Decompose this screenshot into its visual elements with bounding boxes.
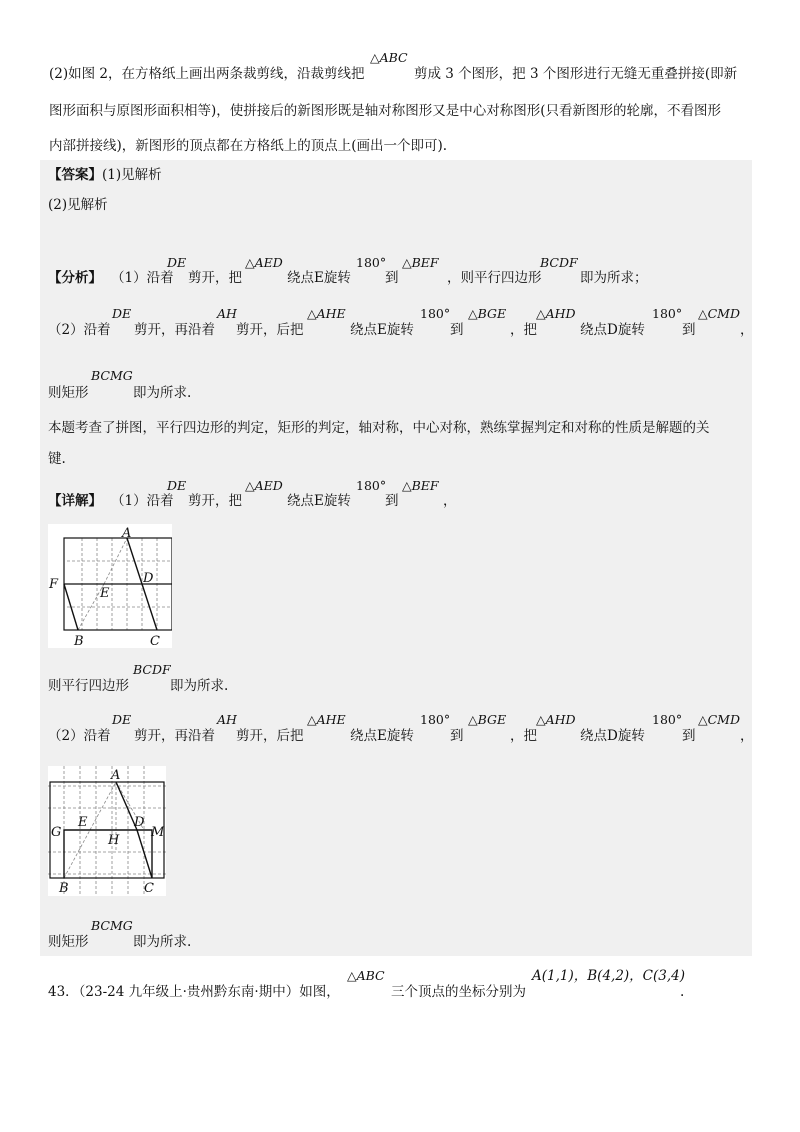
math-triangle-abc: △ABC — [347, 968, 385, 983]
label-d: D — [143, 571, 154, 586]
figure-2 — [48, 766, 166, 896]
label-m: M — [151, 825, 165, 840]
detail-text: ， — [443, 493, 457, 509]
analysis-text: 绕点D旋转 — [580, 322, 645, 338]
math-bcmg: BCMG — [91, 368, 133, 383]
analysis-text: （2）沿着 — [48, 322, 111, 338]
math-de: DE — [112, 712, 132, 727]
math-triangle-bef: △BEF — [402, 478, 439, 493]
math-180deg: 180° — [420, 306, 451, 321]
math-ah: AH — [217, 306, 237, 321]
detail-text: 即为所求. — [133, 934, 192, 950]
math-triangle-cmd: △CMD — [698, 712, 740, 727]
analysis-conclusion-line1: 本题考查了拼图，平行四边形的判定，矩形的判定，轴对称，中心对称，熟练掌握判定和对称的性质是解题的关 — [48, 420, 710, 436]
detail-text: （1）沿着 — [111, 493, 174, 509]
detail-text: 绕点E旋转 — [287, 493, 351, 509]
detail-text: 绕点D旋转 — [580, 728, 645, 744]
label-e: E — [78, 815, 88, 830]
analysis-text: 绕点E旋转 — [350, 322, 414, 338]
math-180deg: 180° — [420, 712, 451, 727]
prompt-line2: 图形面积与原图形面积相等)，使拼接后的新图形既是轴对称图形又是中心对称图形(只看新图形的轮廓，不看图形 — [49, 103, 722, 119]
math-bcdf: BCDF — [133, 662, 171, 677]
answer-1: (1)见解析 — [102, 167, 162, 183]
detail-text: 到 — [385, 493, 399, 509]
analysis-text: 剪开，再沿着 — [134, 322, 215, 338]
detail-text: 则平行四边形 — [48, 678, 129, 694]
label-g: G — [51, 825, 62, 840]
analysis-text: 绕点E旋转 — [287, 270, 351, 286]
detail-text: 绕点E旋转 — [350, 728, 414, 744]
math-triangle-aed: △AED — [245, 478, 283, 493]
math-ah: AH — [217, 712, 237, 727]
math-de: DE — [112, 306, 132, 321]
label-b: B — [74, 634, 84, 648]
q43-prefix: 43．（23-24 九年级上·贵州黔东南·期中）如图， — [48, 984, 340, 1000]
math-180deg: 180° — [356, 255, 387, 270]
prompt-line3: 内部拼接线)，新图形的顶点都在方格纸上的顶点上(画出一个即可). — [49, 138, 448, 154]
analysis-text: 即为所求； — [580, 270, 648, 286]
figure-2-diagram — [48, 766, 166, 896]
detail-text: （2）沿着 — [48, 728, 111, 744]
math-triangle-ahd: △AHD — [536, 712, 576, 727]
math-triangle-cmd: △CMD — [698, 306, 740, 321]
detail-text: 到 — [450, 728, 464, 744]
detail-text: 即为所求. — [170, 678, 229, 694]
math-triangle-abc: △ABC — [370, 50, 408, 65]
answer-line1 — [48, 165, 162, 185]
math-triangle-aed: △AED — [245, 255, 283, 270]
label-f: F — [49, 577, 59, 592]
label-a: A — [122, 526, 132, 541]
math-de: DE — [167, 478, 187, 493]
math-180deg: 180° — [652, 306, 683, 321]
detail-label: 【详解】 — [48, 493, 102, 509]
q43-end: . — [680, 984, 685, 1000]
analysis-text: ， — [740, 322, 754, 338]
figure-1 — [48, 524, 172, 648]
analysis-conclusion-line2: 键. — [48, 451, 66, 467]
answer-2: (2)见解析 — [48, 197, 108, 213]
analysis-label: 【分析】 — [48, 270, 102, 286]
math-bcmg: BCMG — [91, 918, 133, 933]
math-triangle-ahe: △AHE — [307, 306, 346, 321]
detail-text: 到 — [682, 728, 696, 744]
label-d: D — [134, 815, 145, 830]
analysis-text: 即为所求. — [133, 385, 192, 401]
analysis-text: 到 — [682, 322, 696, 338]
detail-text: 剪开，再沿着 — [134, 728, 215, 744]
analysis-text: 则矩形 — [48, 385, 89, 401]
math-triangle-bef: △BEF — [402, 255, 439, 270]
label-h: H — [108, 833, 120, 848]
math-180deg: 180° — [652, 712, 683, 727]
math-bcdf: BCDF — [540, 255, 578, 270]
math-triangle-bge: △BGE — [468, 306, 507, 321]
label-c: C — [150, 634, 160, 648]
q43-mid: 三个顶点的坐标分别为 — [391, 984, 526, 1000]
detail-text: 则矩形 — [48, 934, 89, 950]
analysis-text: 到 — [385, 270, 399, 286]
analysis-text: （1）沿着 — [111, 270, 174, 286]
label-a: A — [111, 768, 121, 783]
math-triangle-bge: △BGE — [468, 712, 507, 727]
prompt-line1-b: 剪成 3 个图形，把 3 个图形进行无缝无重叠拼接(即新 — [414, 66, 738, 82]
prompt-line1-a: (2)如图 2，在方格纸上画出两条裁剪线，沿裁剪线把 — [49, 66, 365, 82]
label-c: C — [144, 881, 154, 896]
math-triangle-ahd: △AHD — [536, 306, 576, 321]
analysis-text: 剪开，把 — [188, 270, 242, 286]
analysis-text: 剪开，后把 — [236, 322, 304, 338]
answer-label: 【答案】 — [48, 167, 102, 183]
analysis-text: ，把 — [510, 322, 537, 338]
detail-text: 剪开，把 — [188, 493, 242, 509]
q43-coords: A(1,1)，B(4,2)，C(3,4) — [532, 968, 686, 984]
label-b: B — [59, 881, 69, 896]
analysis-text: 到 — [450, 322, 464, 338]
detail-text: 剪开，后把 — [236, 728, 304, 744]
label-e: E — [100, 586, 110, 601]
math-180deg: 180° — [356, 478, 387, 493]
figure-1-diagram — [48, 524, 172, 648]
math-de: DE — [167, 255, 187, 270]
analysis-text: ，则平行四边形 — [447, 270, 542, 286]
detail-text: ，把 — [510, 728, 537, 744]
math-triangle-ahe: △AHE — [307, 712, 346, 727]
detail-text: ， — [740, 728, 754, 744]
